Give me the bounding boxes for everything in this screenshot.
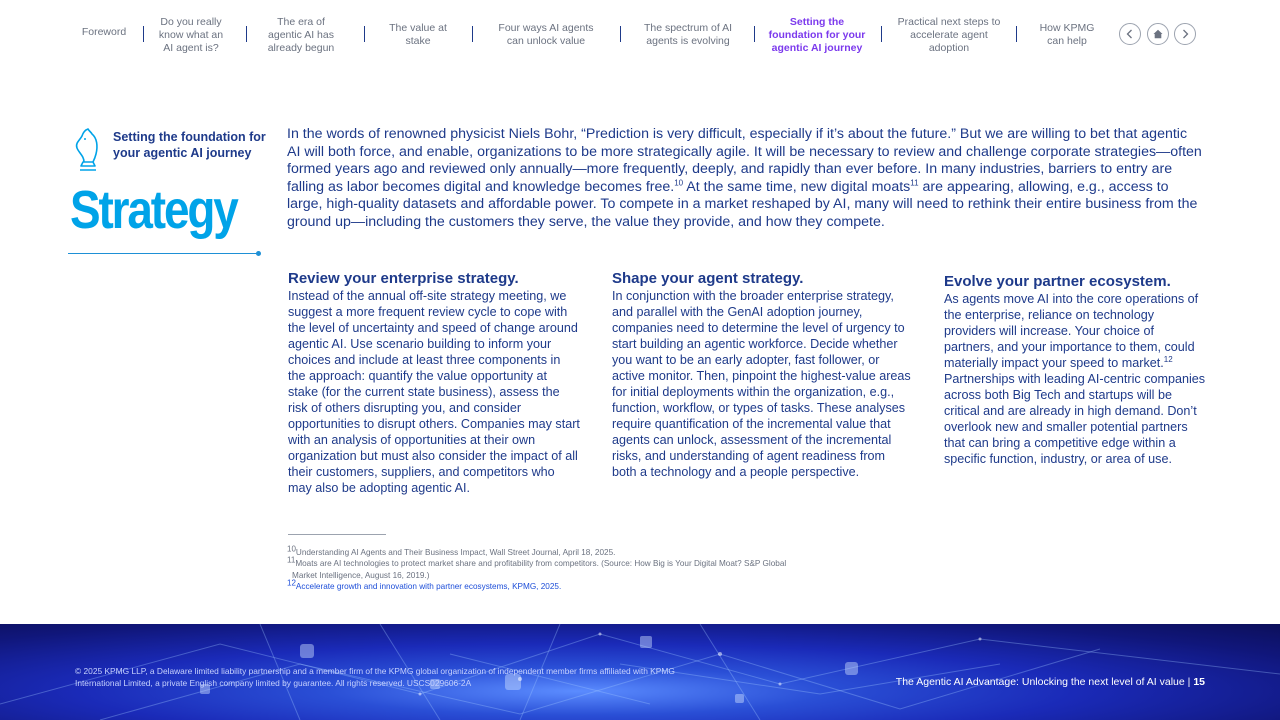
home-icon: [1152, 28, 1164, 40]
top-navigation: [70, 12, 1210, 60]
chevron-left-icon: [1124, 28, 1136, 40]
footnote-ref-10[interactable]: 10: [674, 178, 684, 188]
page-title: Strategy: [70, 180, 237, 240]
title-divider: [68, 253, 258, 254]
intro-paragraph: In the words of renowned physicist Niels Bohr, “Prediction is very difficult, especially if it’s about the future.” But we are willing to bet that agentic AI will both force, and enable, organizations to be more strategically agile. It will be necessary to review and challenge corporate strategies—often formed years ago and reviewed only annually—more frequently, deeply, and rapidly than ever before. In many industries, barriers to entry are falling as labor becomes digital and knowledge becomes free.$^{10}$ At the same time, new digital moats$^{11}$ are appearing, allowing, e.g., access to large, high-quality datasets and affordable power. To compete in a market reshaped by AI, many will need to rethink their entire business from the ground up—including the customers they serve, the value they provide, and how they compete.: [287, 126, 1202, 230]
previous-page-button[interactable]: [1119, 23, 1141, 45]
nav-item-foundation[interactable]: Setting the foundation for your agentic AI journey: [768, 16, 866, 54]
page-number: 15: [1193, 676, 1205, 688]
footnote-12-link[interactable]: $^{12}$Accelerate growth and innovation with partner ecosystems, KPMG, 2025.: [287, 578, 562, 592]
nav-divider: [754, 26, 755, 42]
column-body: As agents move AI into the core operations of the enterprise, reliance on technology providers will increase. Your choice of partners, and your importance to them, could materially impact your speed to market.$^{12}$ Partnerships with leading AI-centric companies across both Big Tech and startups will be critical and are already in high demand. Don’t overlook new and smaller potential partners that can bring a competitive edge within a specific function, industry, or area of use.: [944, 292, 1206, 466]
footnote-11: $^{11}$Moats are AI technologies to protect market share and profitability from competitors. (Source: How Big is Your Digital Moat? S&P Global: [287, 555, 787, 569]
nav-item-next-steps[interactable]: Practical next steps to accelerate agent adoption: [897, 16, 1001, 54]
footnotes: [287, 544, 887, 593]
column-agent-strategy: [612, 270, 912, 480]
nav-item-value[interactable]: The value at stake: [389, 22, 447, 47]
nav-divider: [472, 26, 473, 42]
nav-item-four-ways[interactable]: Four ways AI agents can unlock value: [498, 22, 594, 47]
footnote-11-continued: Market Intelligence, August 16, 2019.): [292, 570, 430, 580]
nav-divider: [881, 26, 882, 42]
copyright-notice: © 2025 KPMG LLP, a Delaware limited liability partnership and a member firm of the KPMG global organization of independent member firms affiliated with KPMG International Limited, a private English company limited by guarantee. All rights reserved. USCS029606-2A: [75, 666, 675, 688]
footer-band: [0, 624, 1280, 720]
nav-item-kpmg-help[interactable]: How KPMG can help: [1039, 22, 1095, 47]
column-heading: Shape your agent strategy.: [612, 270, 804, 287]
nav-item-ai-agent[interactable]: Do you really know what an AI agent is?: [158, 16, 224, 54]
footnote-ref-11[interactable]: 11: [910, 178, 919, 188]
nav-item-era[interactable]: The era of agentic AI has already begun: [267, 16, 335, 54]
column-partner-ecosystem: [944, 273, 1206, 467]
footnote-10: $^{10}$Understanding AI Agents and Their Business Impact, Wall Street Journal, April 18, 2025.: [287, 544, 616, 557]
home-button[interactable]: [1147, 23, 1169, 45]
next-page-button[interactable]: [1174, 23, 1196, 45]
column-body: In conjunction with the broader enterprise strategy, and parallel with the GenAI adoption journey, companies need to determine the level of urgency to start building an agentic workforce. Decide whether you want to be an early adopter, fast follower, or active monitor. Then, pinpoint the highest-value areas for initial deployments within the organization, e.g., function, workflow, or types of tasks. These analyses require quantification of the incremental value that agents can unlock, assessment of the incremental risks, and understanding of agent readiness from both a technology and a people perspective.: [612, 289, 911, 479]
nav-item-spectrum[interactable]: The spectrum of AI agents is evolving: [643, 22, 733, 47]
nav-divider: [1016, 26, 1017, 42]
chevron-right-icon: [1179, 28, 1191, 40]
nav-divider: [364, 26, 365, 42]
nav-divider: [246, 26, 247, 42]
column-enterprise-strategy: [288, 270, 580, 496]
nav-divider: [143, 26, 144, 42]
document-page-label: The Agentic AI Advantage: Unlocking the next level of AI value | 15: [895, 676, 1205, 688]
footnote-ref-12[interactable]: 12: [1163, 354, 1173, 364]
title-divider-dot: [256, 251, 261, 256]
nav-divider: [620, 26, 621, 42]
chess-knight-icon: [72, 126, 102, 174]
footnote-divider: [288, 534, 386, 535]
nav-item-foreword[interactable]: Foreword: [81, 26, 127, 38]
column-body: Instead of the annual off-site strategy meeting, we suggest a more frequent review cycle to cope with the level of uncertainty and speed of change around agentic AI. Use scenario building to inform your choices and include at least three components in the approach: quantify the value opportunity at stake (for the current state business), assess the risk of others disrupting you, and consider opportunities to disrupt others. Companies may start with an analysis of opportunities at their own organization but must also consider the impact of all their customers, suppliers, and competitors who may also be adopting agentic AI.: [288, 289, 580, 495]
column-heading: Review your enterprise strategy.: [288, 270, 519, 287]
section-title: Setting the foundation for your agentic AI journey: [113, 130, 266, 160]
column-heading: Evolve your partner ecosystem.: [944, 273, 1171, 290]
